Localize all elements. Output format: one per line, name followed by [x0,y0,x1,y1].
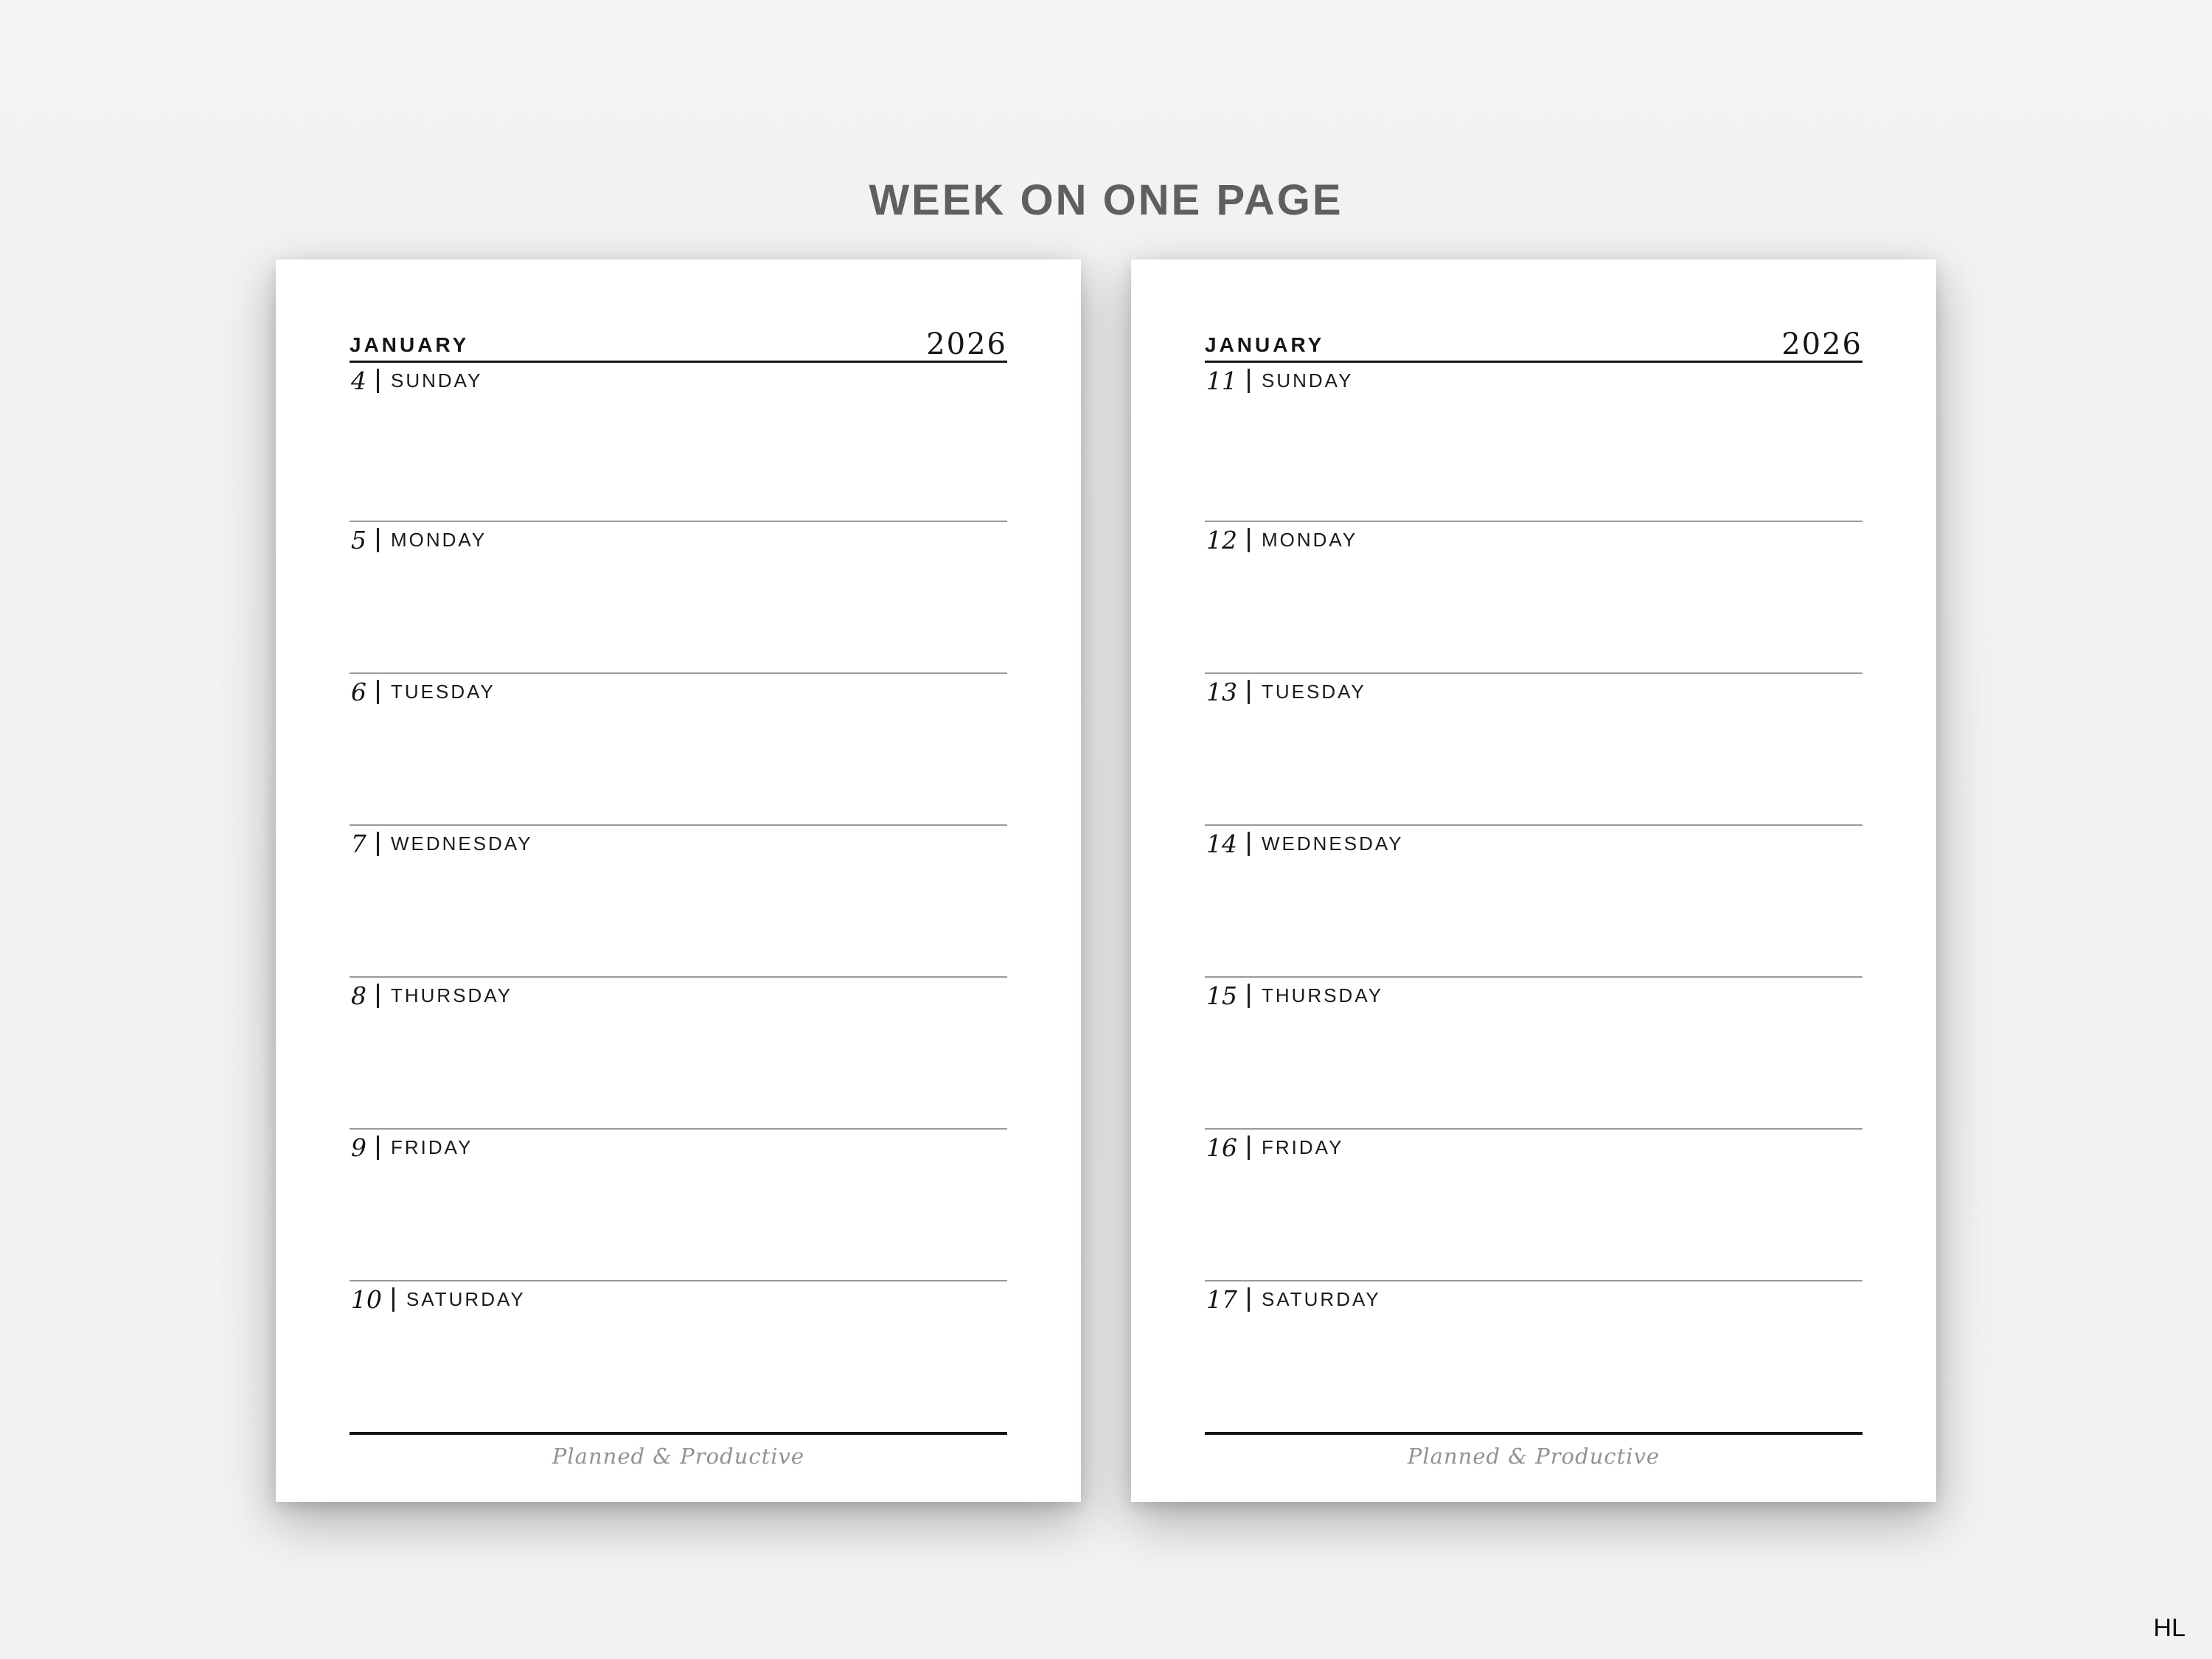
day-number: 14 [1206,830,1237,858]
separator-bar [1248,528,1250,552]
day-label [1206,1287,1863,1312]
day-name: SUNDAY [1262,369,1354,392]
day-label [351,832,1007,856]
month-label: JANUARY [349,333,470,356]
day-row [349,1280,1007,1432]
separator-bar [377,369,379,393]
day-number: 4 [351,366,366,395]
separator-bar [377,528,379,552]
day-number: 11 [1206,366,1237,395]
planner-page-week2 [1131,260,1936,1502]
day-row [349,672,1007,824]
separator-bar [1248,1287,1250,1312]
day-number: 16 [1206,1133,1237,1162]
day-label [1206,680,1863,704]
day-name: WEDNESDAY [391,832,533,855]
day-number: 9 [351,1133,366,1162]
day-number: 8 [351,981,366,1010]
separator-bar [1248,984,1250,1008]
day-name: THURSDAY [1262,984,1384,1006]
day-row [1205,1280,1863,1432]
day-name: MONDAY [391,529,487,551]
separator-bar [1248,680,1250,704]
day-name: WEDNESDAY [1262,832,1404,855]
day-name: MONDAY [1262,529,1358,551]
page-header [1205,260,1863,363]
separator-bar [392,1287,394,1312]
day-label [351,528,1007,552]
day-label [1206,981,1863,1010]
day-row [349,366,1007,521]
day-label [351,981,1007,1010]
day-name: SATURDAY [406,1288,526,1310]
separator-bar [377,832,379,856]
separator-bar [1248,832,1250,856]
day-label [1206,366,1863,395]
separator-bar [1248,369,1250,393]
month-label: JANUARY [1205,333,1325,356]
day-number: 13 [1206,678,1237,706]
page-title: WEEK ON ONE PAGE [869,176,1343,224]
day-number: 5 [351,526,366,554]
day-row [349,521,1007,672]
bottom-rule [1205,1432,1863,1435]
page-header [349,260,1007,363]
separator-bar [377,1135,379,1160]
year-label: 2026 [926,327,1007,361]
day-number: 7 [351,830,366,858]
day-row [1205,672,1863,824]
separator-bar [377,680,379,704]
day-row [1205,824,1863,976]
day-row [349,976,1007,1128]
day-number: 15 [1206,981,1237,1010]
day-number: 17 [1206,1285,1237,1314]
day-label [1206,528,1863,552]
day-label [351,366,1007,395]
day-label [351,1135,1007,1160]
day-name: TUESDAY [391,681,495,703]
day-row [1205,1128,1863,1280]
day-name: FRIDAY [1262,1136,1344,1158]
brand-logo: Planned & Productive [552,1444,805,1469]
day-label [351,680,1007,704]
day-label [1206,1135,1863,1160]
day-row [1205,976,1863,1128]
brand-logo: Planned & Productive [1407,1444,1660,1469]
day-name: FRIDAY [391,1136,473,1158]
separator-bar [377,984,379,1008]
planner-page-week1 [276,260,1081,1502]
separator-bar [1248,1135,1250,1160]
day-label [1206,832,1863,856]
day-row [349,1128,1007,1280]
day-name: THURSDAY [391,984,513,1006]
day-number: 12 [1206,526,1237,554]
day-row [349,824,1007,976]
day-number: 10 [351,1285,382,1314]
day-label [351,1287,1007,1312]
day-name: TUESDAY [1262,681,1366,703]
bottom-rule [349,1432,1007,1435]
day-name: SUNDAY [391,369,483,392]
watermark-initials: HL [2153,1614,2185,1642]
year-label: 2026 [1781,327,1863,361]
day-row [1205,521,1863,672]
day-row [1205,366,1863,521]
day-number: 6 [351,678,366,706]
day-name: SATURDAY [1262,1288,1381,1310]
